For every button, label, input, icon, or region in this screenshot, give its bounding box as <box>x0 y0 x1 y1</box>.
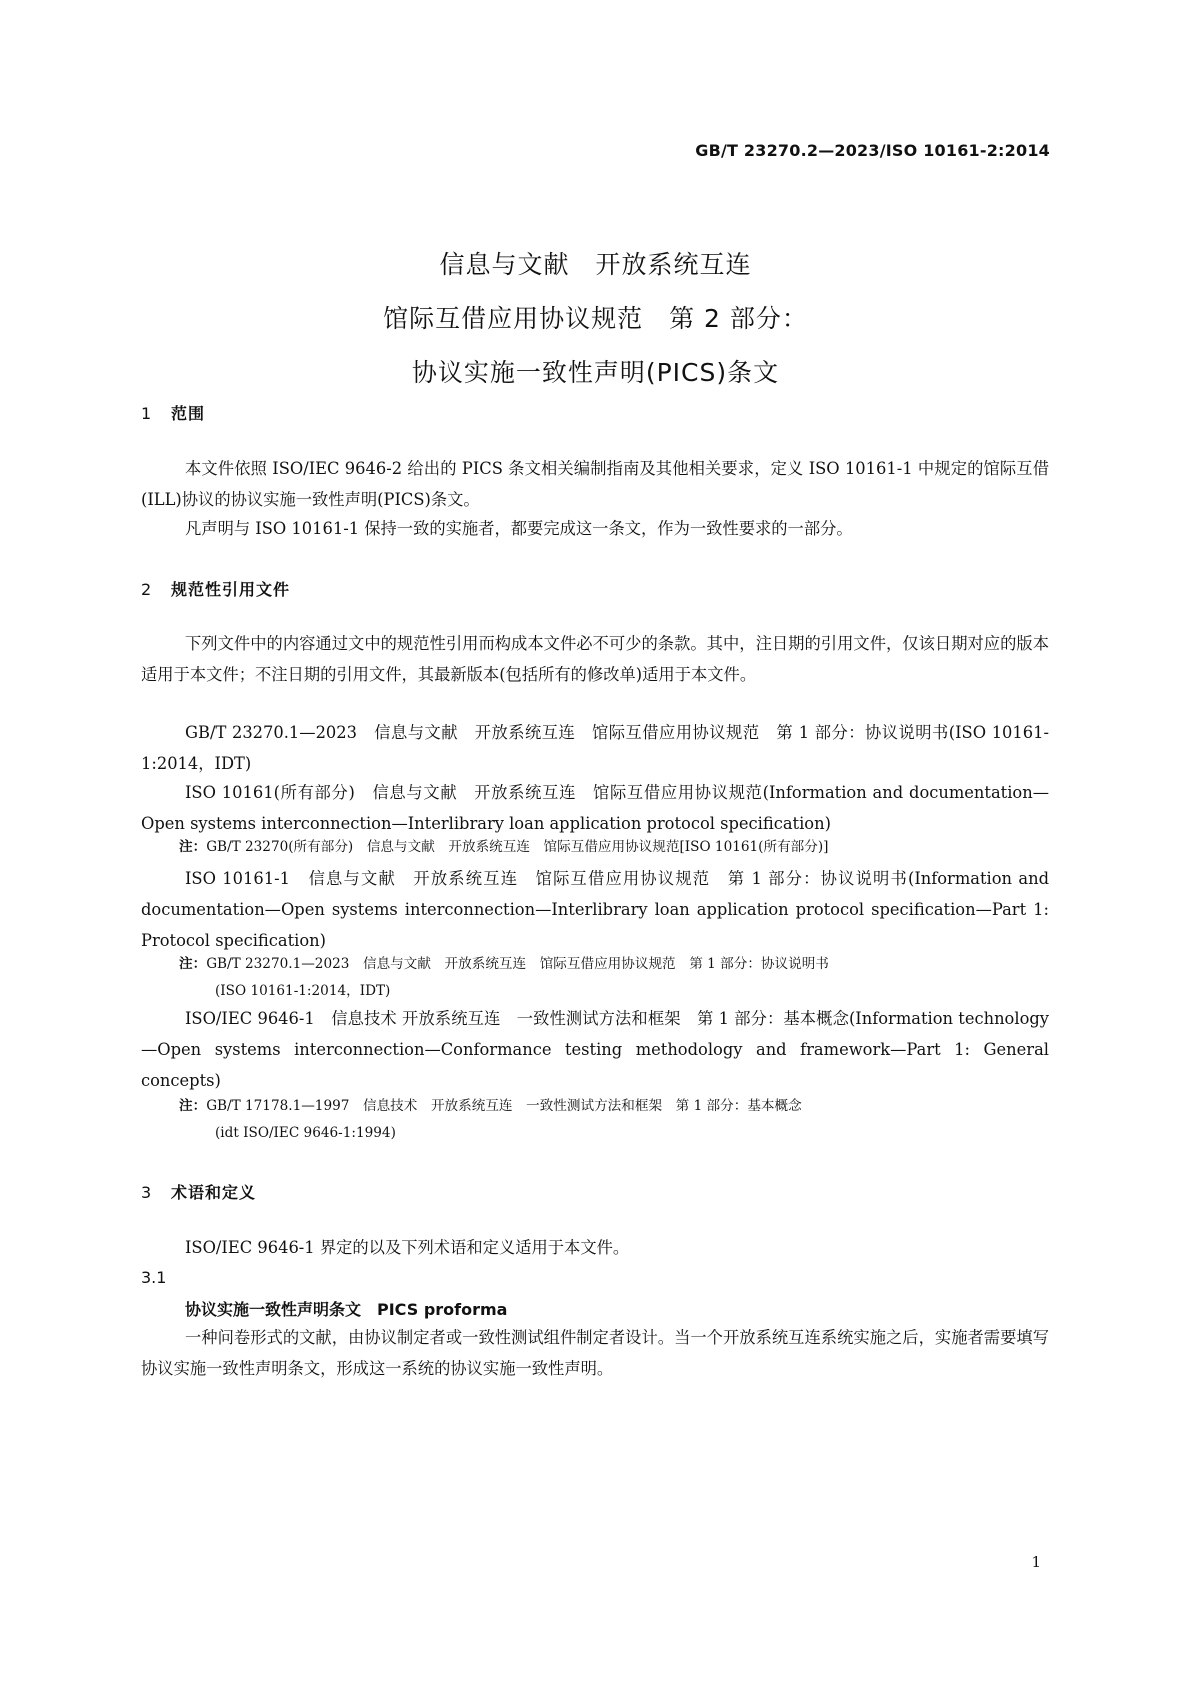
note-label: 注： <box>179 839 207 855</box>
note-gbt-17178-1-continued: (idt ISO/IEC 9646-1:1994) <box>215 1125 396 1141</box>
title-line-2: 馆际互借应用协议规范 第 2 部分： <box>383 304 808 333</box>
section-1-title: 范围 <box>171 404 206 423</box>
note-label: 注： <box>179 956 207 972</box>
note-gbt-23270-1 <box>179 950 1049 979</box>
document-title <box>0 238 1191 400</box>
page-number: 1 <box>1031 1553 1041 1571</box>
reference-iso-iec-9646-1: ISO/IEC 9646-1 信息技术 开放系统互连 一致性测试方法和框架 第 1 部分：基本概念(Information technology—Open systems interconnection—Conformance testing methodology and framework—Part 1: General concepts) <box>141 1009 1049 1090</box>
term-definition: 一种问卷形式的文献，由协议制定者或一致性测试组件制定者设计。当一个开放系统互连系统实施之后，实施者需要填写协议实施一致性声明条文，形成这一系统的协议实施一致性声明。 <box>141 1328 1049 1378</box>
clause-number: 3.1 <box>141 1268 167 1287</box>
note-text: GB/T 23270(所有部分) 信息与文献 开放系统互连 馆际互借应用协议规范[ISO 10161(所有部分)] <box>206 839 829 855</box>
section-3-intro: ISO/IEC 9646-1 界定的以及下列术语和定义适用于本文件。 <box>185 1238 630 1257</box>
reference-iso-10161-1: ISO 10161-1 信息与文献 开放系统互连 馆际互借应用协议规范 第 1 部分：协议说明书(Information and documentation—Open systems interconnection—Interlibrary loan application protocol specification—Part 1: Protocol specification) <box>141 869 1049 950</box>
note-gbt-23270 <box>179 833 1049 862</box>
section-2-title: 规范性引用文件 <box>171 580 291 599</box>
title-line-3: 协议实施一致性声明(PICS)条文 <box>411 358 780 387</box>
section-3-heading <box>141 1180 256 1203</box>
section-3-title: 术语和定义 <box>171 1183 257 1202</box>
note-gbt-17178-1 <box>179 1092 1049 1121</box>
section-2-intro: 下列文件中的内容通过文中的规范性引用而构成本文件必不可少的条款。其中，注日期的引用文件，仅该日期对应的版本适用于本文件；不注日期的引用文件，其最新版本(包括所有的修改单)适用于本文件。 <box>141 634 1049 684</box>
section-3-number: 3 <box>141 1183 153 1202</box>
note-gbt-23270-1-continued: (ISO 10161-1:2014，IDT) <box>215 983 391 999</box>
section-1-paragraph-2: 凡声明与 ISO 10161-1 保持一致的实施者，都要完成这一条文，作为一致性要求的一部分。 <box>185 519 853 538</box>
note-label: 注： <box>179 1098 207 1114</box>
note-text: GB/T 23270.1—2023 信息与文献 开放系统互连 馆际互借应用协议规范 第 1 部分：协议说明书 <box>206 956 829 972</box>
note-text: GB/T 17178.1—1997 信息技术 开放系统互连 一致性测试方法和框架 第 1 部分：基本概念 <box>206 1098 802 1114</box>
reference-iso-10161: ISO 10161(所有部分) 信息与文献 开放系统互连 馆际互借应用协议规范(Information and documentation—Open systems interconnection—Interlibrary loan application protocol specification) <box>141 783 1049 833</box>
standard-code: GB/T 23270.2—2023/ISO 10161-2:2014 <box>695 141 1050 160</box>
section-1-heading <box>141 401 205 424</box>
term-heading: 协议实施一致性声明条文 PICS proforma <box>185 1300 508 1319</box>
section-2-number: 2 <box>141 580 153 599</box>
title-line-1: 信息与文献 开放系统互连 <box>439 250 752 279</box>
reference-gbt-23270-1: GB/T 23270.1—2023 信息与文献 开放系统互连 馆际互借应用协议规范 第 1 部分：协议说明书(ISO 10161-1:2014，IDT) <box>141 723 1049 773</box>
section-1-number: 1 <box>141 404 153 423</box>
section-2-heading <box>141 577 290 600</box>
section-1-paragraph-1: 本文件依照 ISO/IEC 9646-2 给出的 PICS 条文相关编制指南及其他相关要求，定义 ISO 10161-1 中规定的馆际互借(ILL)协议的协议实施一致性声明(PICS)条文。 <box>141 459 1049 509</box>
